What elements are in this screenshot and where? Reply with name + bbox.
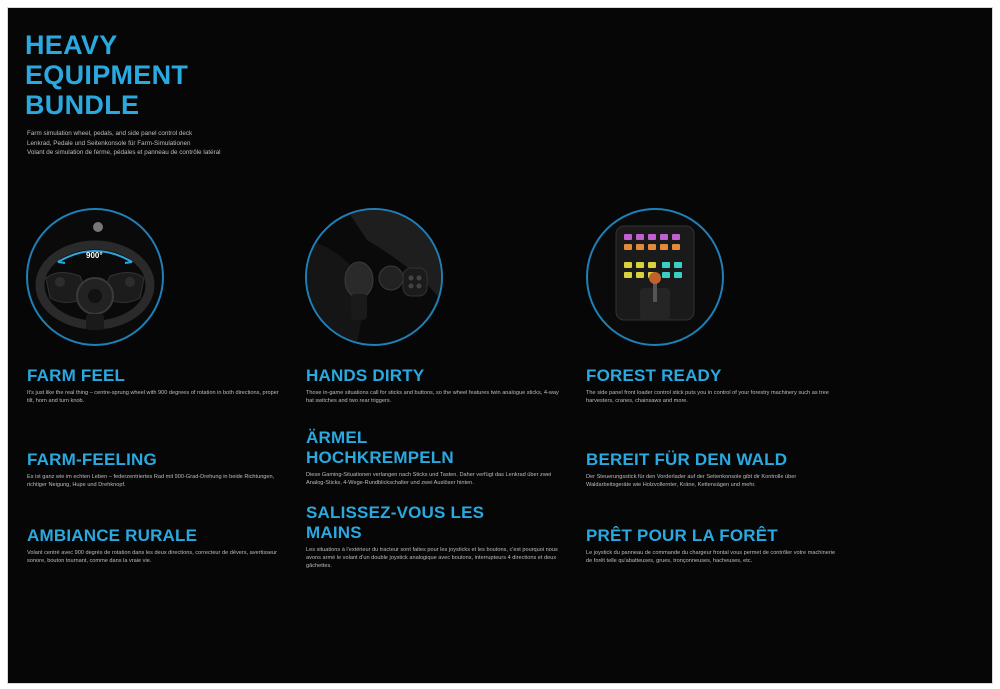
section-heading: FARM-FEELING (27, 450, 157, 469)
section-aermel-hochkrempeln (306, 428, 566, 487)
section-text: Diese Gaming-Situationen verlangen nach Sticks und Tasten. Daher verfügt das Lenkrad über zwei Analog-Sticks, 4-Wege-Rundblickschalter und zwei Auslöser hinten. (306, 472, 552, 486)
side-panel-image (586, 208, 724, 346)
section-hands-dirty (306, 366, 566, 405)
section-heading: BEREIT FÜR DEN WALD (586, 450, 788, 469)
section-heading: HANDS DIRTY (306, 366, 425, 385)
section-heading: FARM FEEL (27, 366, 126, 385)
section-text: Es ist ganz wie im echten Leben – federzentriertes Rad mit 900-Grad-Drehung in beide Richtungen, richtiger Neigung, Hupe und Drehknopf. (27, 474, 275, 488)
section-text: The side panel front loader control stick puts you in control of your forestry machinery such as tree harvesters, cranes, chainsaws and more. (586, 390, 829, 404)
section-text: Le joystick du panneau de commande du chargeur frontal vous permet de contrôler votre machinerie de forêt telle qu'abatteuses, grues, tronçonneuses, hacheuses, etc. (586, 550, 836, 564)
section-heading: SALISSEZ-VOUS LES MAINS (306, 503, 485, 542)
section-text: It's just like the real thing – centre-sprung wheel with 900 degrees of rotation in both directions, proper tilt, horn and turn knob. (27, 390, 279, 404)
page-title: HEAVY EQUIPMENT BUNDLE (25, 30, 189, 120)
section-forest-ready (586, 366, 846, 405)
section-farm-feel (27, 366, 287, 405)
product-panel (7, 7, 993, 684)
section-text: Der Steuerungsstick für den Vorderlader auf der Seitenkonsole gibt dir Kontrolle über Waldarbeitsgeräte wie Holzvollernter, Kräne, Kettensägen und mehr. (586, 474, 797, 488)
section-salissez-vous (306, 503, 566, 570)
steering-wheel-image (26, 208, 164, 346)
description-line-de: Lenkrad, Pedale und Seitenkonsole für Farm-Simulationen (27, 139, 191, 147)
section-heading: AMBIANCE RURALE (27, 526, 198, 545)
wheel-sticks-image (305, 208, 443, 346)
section-text: Those in-game situations call for sticks and buttons, so the wheel features twin analogue sticks, 4-way hat switches and two rear triggers. (306, 390, 559, 404)
section-bereit-fuer-den-wald (586, 450, 846, 489)
description-line-en: Farm simulation wheel, pedals, and side panel control deck (27, 130, 193, 137)
section-pret-pour-la-foret (586, 526, 846, 565)
section-text: Les situations à l'extérieur du tracteur sont faites pour les joysticks et les boutons, c'est pourquoi nous avons armé le volant d'un double joystick analogique avec boutons, interrupteurs 4 directions et deux gâchettes. (306, 547, 558, 569)
rotation-badge: 900° (86, 251, 103, 260)
section-text: Volant centré avec 900 degrés de rotation dans les deux directions, correcteur de dévers, avertisseur sonore, bouton tournant, comme dans la vraie vie. (27, 550, 277, 564)
section-heading: FOREST READY (586, 366, 722, 385)
description-line-fr: Volant de simulation de ferme, pédales et panneau de contrôle latéral (27, 149, 221, 156)
product-description (27, 129, 347, 158)
section-farm-feeling (27, 450, 287, 489)
section-heading: PRÊT POUR LA FORÊT (586, 526, 778, 545)
section-heading: ÄRMEL HOCHKREMPELN (306, 428, 454, 467)
section-ambiance-rurale (27, 526, 287, 565)
